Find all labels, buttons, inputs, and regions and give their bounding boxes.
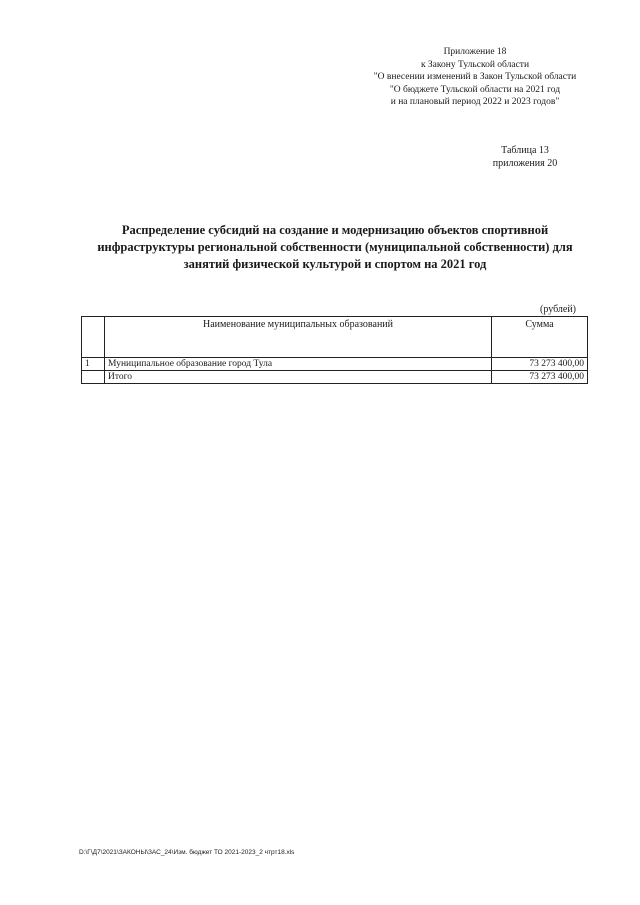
- table-number: Таблица 13: [501, 145, 549, 156]
- appendix-header: [360, 46, 590, 109]
- header-name-cell: Наименование муниципальных образований: [105, 317, 492, 358]
- file-path-footer: D:\Г\Д7\2021\ЗАКОНЫ\ЗАС_24\Изм. бюджет ТО 2021-2023_2 чтрт18.xls: [79, 849, 295, 856]
- table-row: [82, 358, 588, 371]
- units-label: (рублей): [540, 304, 577, 315]
- table-appendix-ref: приложения 20: [492, 158, 558, 169]
- total-label-cell: Итого: [105, 371, 492, 384]
- appendix-budget-law-title: "О бюджете Тульской области на 2021 год: [389, 84, 561, 95]
- title-line-3: занятий физической культурой и спортом на 2021 год: [183, 257, 487, 271]
- title-line-1: Распределение субсидий на создание и модернизацию объектов спортивной: [121, 223, 549, 237]
- table-reference: [470, 144, 580, 170]
- row-num-cell: 1: [82, 358, 105, 371]
- title-line-2: инфраструктуры региональной собственности (муниципальной собственности) для: [97, 240, 573, 254]
- row-name-cell: Муниципальное образование город Тула: [105, 358, 492, 371]
- appendix-planning-period: и на плановый период 2022 и 2023 годов": [390, 97, 560, 107]
- table-total-row: [82, 371, 588, 384]
- appendix-number: Приложение 18: [443, 47, 507, 57]
- table-header-row: [82, 317, 588, 358]
- header-sum-cell: Сумма: [492, 317, 588, 358]
- appendix-law-ref: к Закону Тульской области: [420, 59, 530, 70]
- total-sum-cell: 73 273 400,00: [492, 371, 588, 384]
- subsidy-table: [81, 316, 588, 384]
- document-title: [80, 222, 590, 273]
- total-num-cell: [82, 371, 105, 384]
- row-sum-cell: 73 273 400,00: [492, 358, 588, 371]
- header-num-cell: [82, 317, 105, 358]
- appendix-amendment-title: "О внесении изменений в Закон Тульской области: [373, 72, 577, 82]
